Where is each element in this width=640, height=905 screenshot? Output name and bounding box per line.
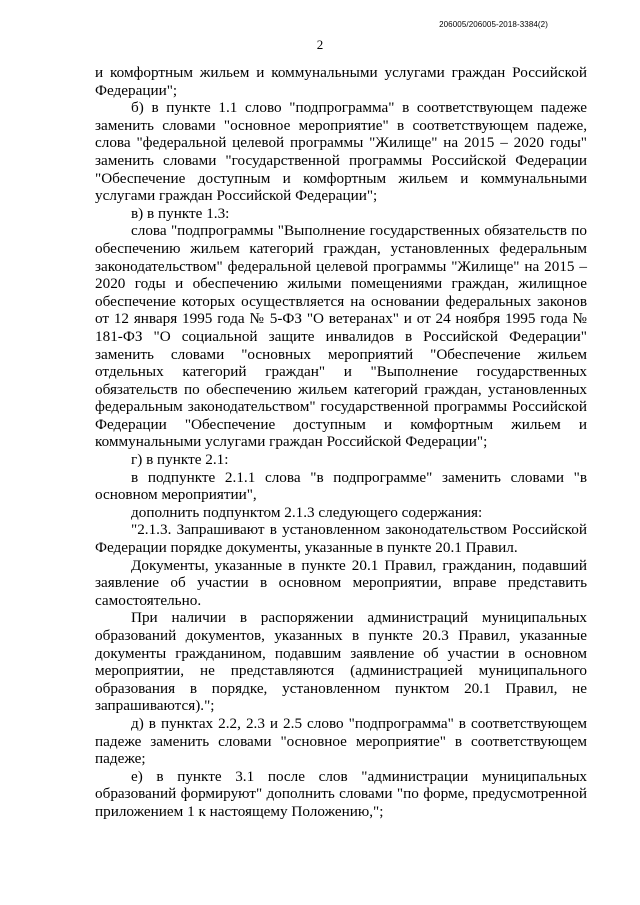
paragraph-g-subpoint-add: дополнить подпунктом 2.1.3 следующего содержания: [131,503,483,521]
document-code: 206005/206005-2018-3384(2) [439,20,548,29]
paragraph-e: е) в пункте 3.1 после слов "администрации муниципальных образований формируют" дополнить словами "по форме, предусмотренной приложением 1 к настоящему Положению,"; [95,767,587,820]
paragraph-v: в) в пункте 1.3: [131,204,230,222]
paragraph-documents: Документы, указанные в пункте 20.1 Правил, гражданин, подавший заявление об участии в основном мероприятии, вправе представить самостоятельно. [95,556,587,609]
paragraph-g: г) в пункте 2.1: [131,451,229,469]
paragraph-v-words: слова "подпрограммы "Выполнение государственных обязательств по обеспечению жильем категорий граждан, установленных федеральным законодательством" федеральной целевой программы "Жилище" на 2015 – 2020 годы и обеспечению жилыми помещениями граждан, жилищное обеспечение которых осуществляется на основании федеральных законов от 12 января 1995 года № 5-ФЗ "О ветеранах" и от 24 ноября 1995 года № 181-ФЗ "О социальной защите инвалидов в Российской Федерации" заменить словами "основных мероприятий "Обеспечение жильем отдельных категорий граждан" и "Выполнение государственных обязательств по обеспечению жильем категорий граждан, установленных федеральным законодательством" государственной программы Российской Федерации "Обеспечение доступным и комфортным жильем и коммунальными услугами граждан Российской Федерации"; [95,222,587,451]
paragraph-continuation: и комфортным жильем и коммунальными услугами граждан Российской Федерации"; [95,64,587,99]
paragraph-g-subpoint-1: в подпункте 2.1.1 слова "в подпрограмме" заменить словами "в основном мероприятии", [95,468,587,504]
paragraph-d: д) в пунктах 2.2, 2.3 и 2.5 слово "подпрограмма" в соответствующем падеже заменить словами "основное мероприятие" в соответствующем падеже; [95,714,587,768]
document-body [95,64,587,821]
page-number: 2 [316,37,324,52]
paragraph-2-1-3: "2.1.3. Запрашивают в установленном законодательством Российской Федерации порядке документы, указанные в пункте 20.1 Правил. [95,521,587,557]
paragraph-availability: При наличии в распоряжении администраций муниципальных образований документов, указанных в пункте 20.3 Правил, указанные документы гражданином, подавшим заявление об участии в основном мероприятии, не представляются (администрацией муниципального образования в порядке, установленном пунктом 20.1 Правил, не запрашиваются)."; [95,609,587,715]
paragraph-b: б) в пункте 1.1 слово "подпрограмма" в соответствующем падеже заменить словами "основное мероприятие" в соответствующем падеже, слова "федеральной целевой программы "Жилище" на 2015 – 2020 годы" заменить словами "государственной программы Российской Федерации "Обеспечение доступным и комфортным жильем и коммунальными услугами граждан Российской Федерации"; [95,99,587,205]
